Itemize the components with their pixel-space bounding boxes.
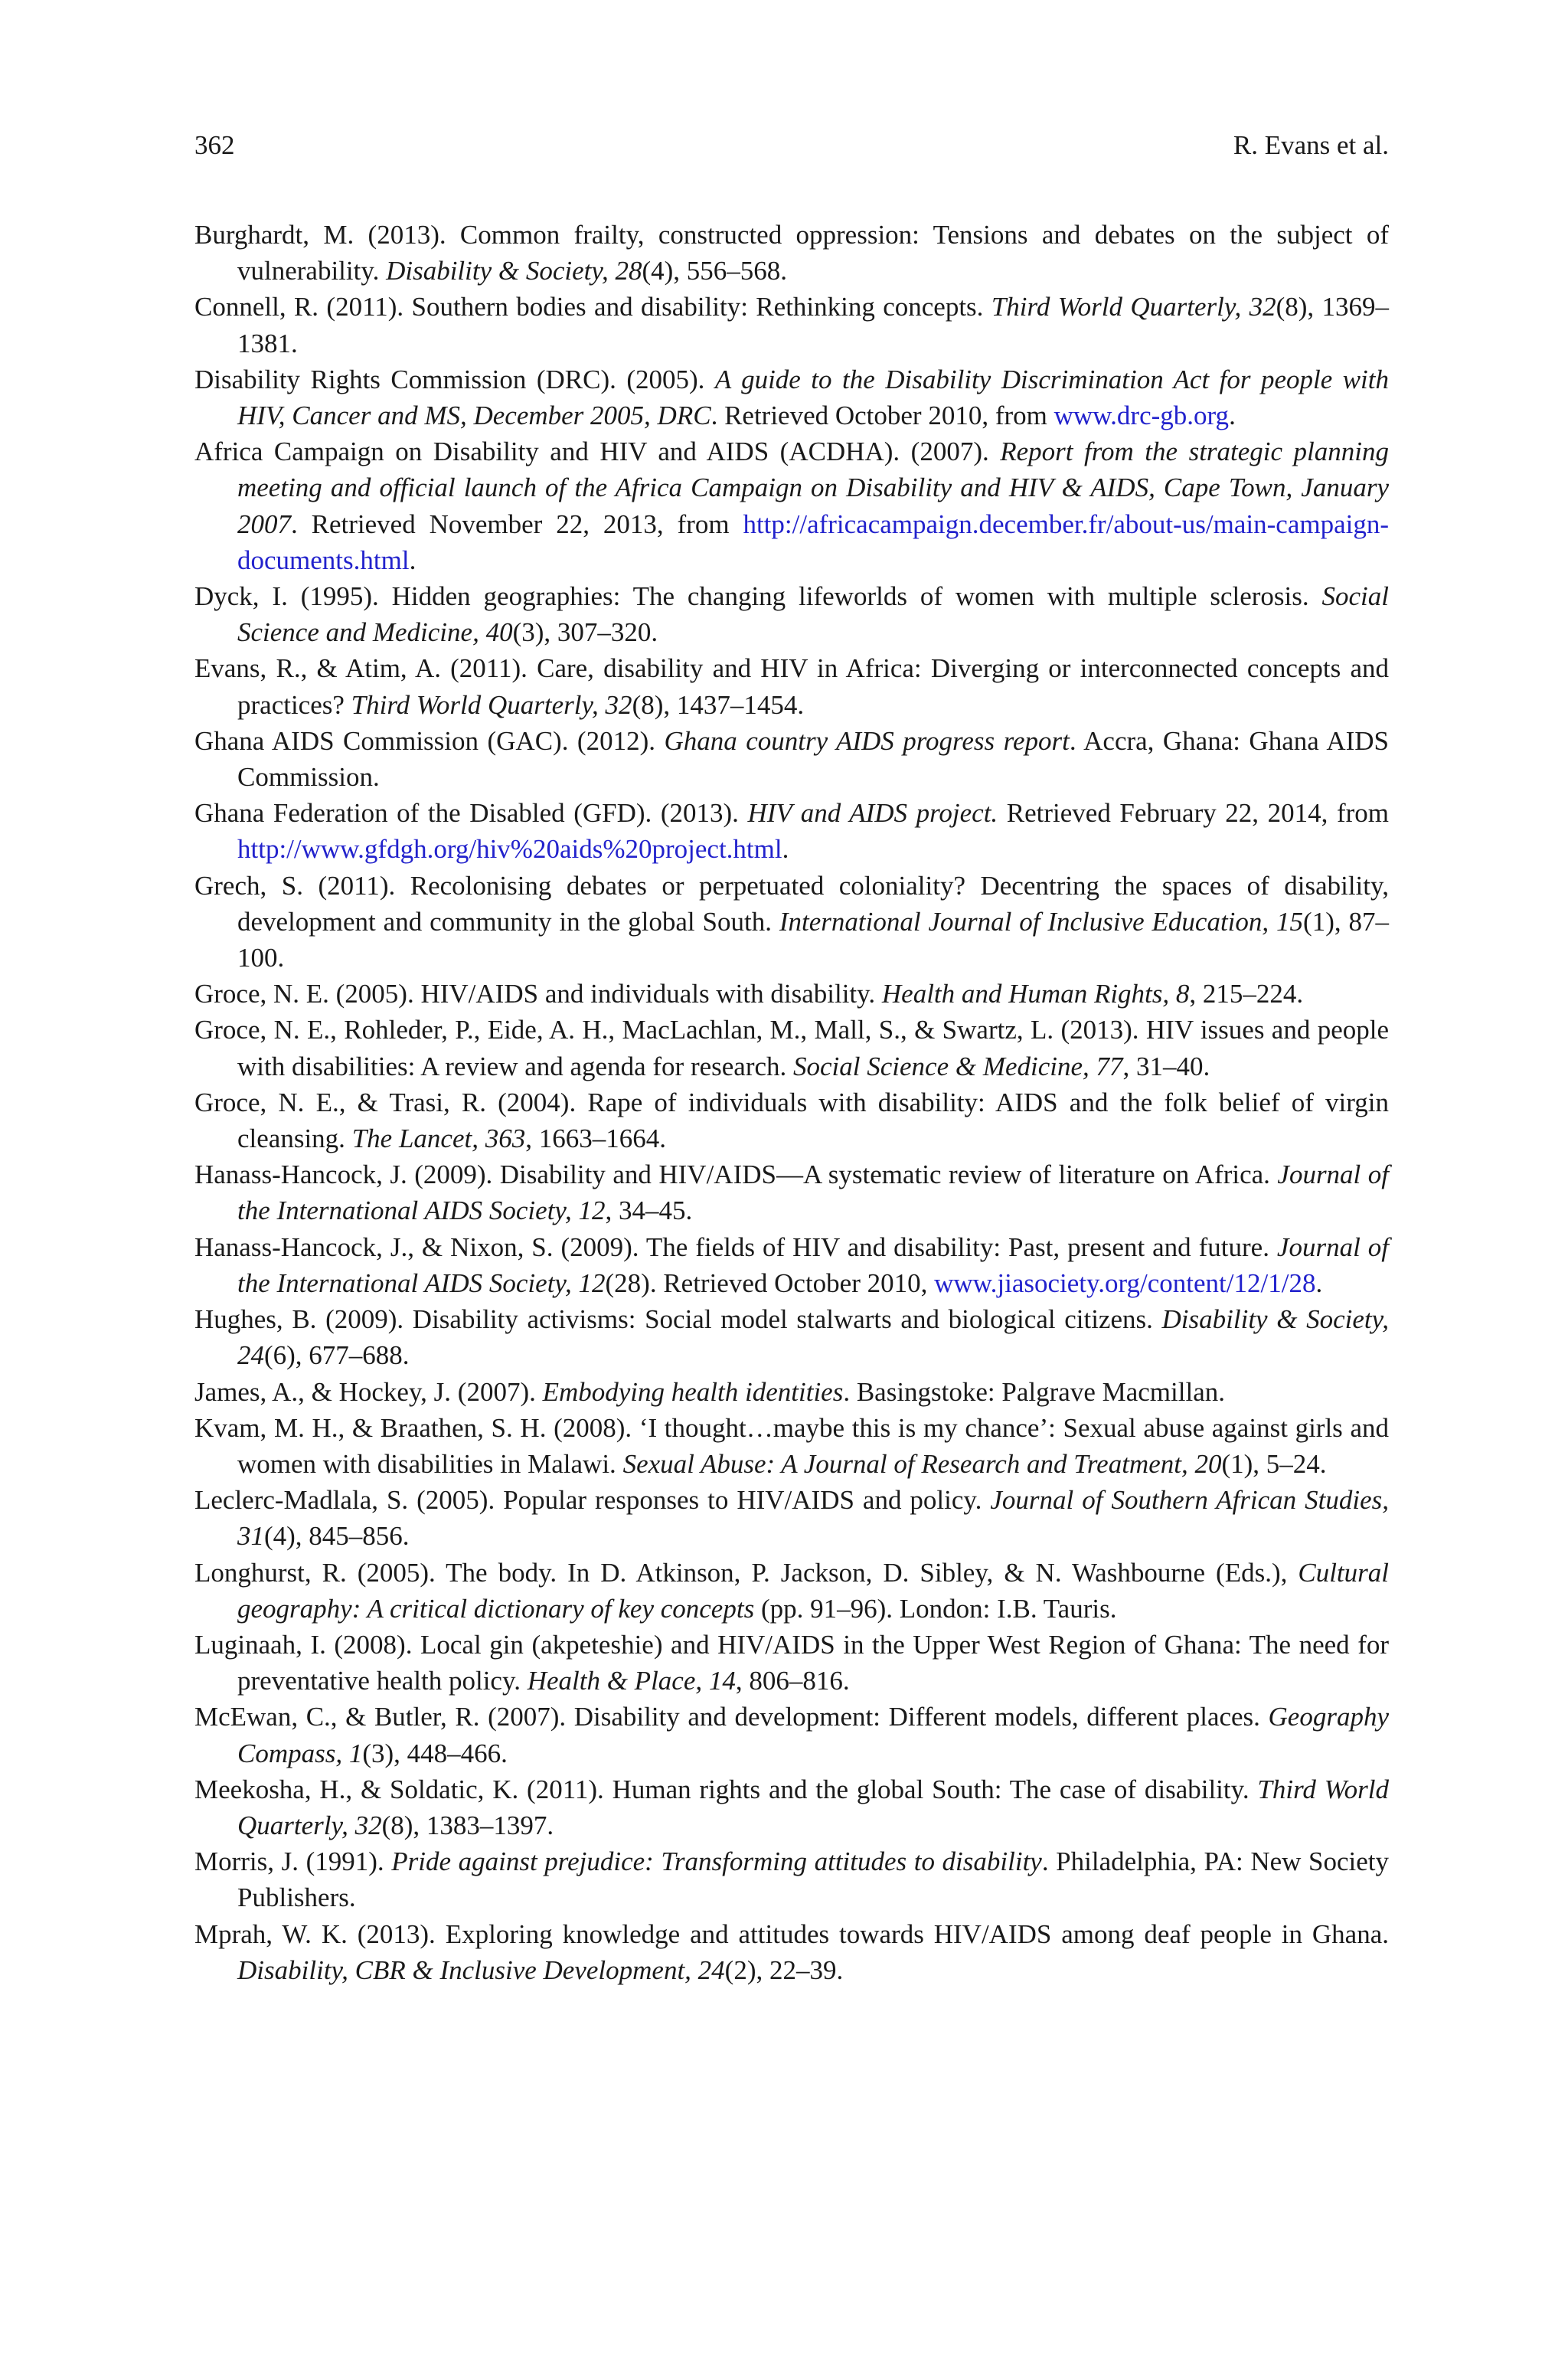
reference-text: , 806–816. (735, 1666, 850, 1696)
reference-text: Evans, R., & Atim, A. (2011). Care, disability and HIV in Africa: Diverging or interconnected concepts and practices? (194, 653, 1389, 720)
reference-entry (194, 1229, 1389, 1301)
reference-text: Hughes, B. (2009). Disability activisms: Social model stalwarts and biological citizens. (194, 1304, 1162, 1335)
reference-entry (194, 1374, 1389, 1410)
reference-entry (194, 1410, 1389, 1482)
reference-text: (28). Retrieved October 2010, (605, 1268, 935, 1298)
reference-text: (1), 5–24. (1221, 1448, 1327, 1479)
reference-source-title: Journal of the International AIDS Society, 12 (237, 1232, 1389, 1298)
reference-text: (pp. 91–96). London: I.B. Tauris. (754, 1593, 1117, 1624)
reference-source-title: Disability & Society, 28 (386, 256, 642, 286)
reference-source-title: Social Science & Medicine, 77 (793, 1051, 1123, 1081)
reference-text: McEwan, C., & Butler, R. (2007). Disability and development: Different models, different places. (194, 1702, 1269, 1732)
reference-source-title: The Lancet, 363 (351, 1124, 526, 1154)
reference-source-title: Health and Human Rights, 8 (881, 979, 1190, 1009)
reference-text: . (1315, 1268, 1323, 1298)
reference-source-title: Report from the strategic planning meeting and official launch of the Africa Campaign on Disability and HIV & AIDS, Cape Town, January 2007 (237, 437, 1389, 539)
reference-text: (6), 677–688. (264, 1340, 410, 1371)
reference-text: . Accra, Ghana: Ghana AIDS Commission. (237, 725, 1389, 793)
reference-text: , 1663–1664. (525, 1124, 666, 1154)
reference-text: Ghana Federation of the Disabled (GFD). (2013). (194, 798, 748, 829)
reference-entry (194, 217, 1389, 289)
reference-source-title: Disability, CBR & Inclusive Development, 24 (237, 1954, 725, 1985)
reference-text: Grech, S. (2011). Recolonising debates or perpetuated coloniality? Decentring the spaces of disability, development and community in the global South. (194, 870, 1389, 937)
reference-text: Groce, N. E., Rohleder, P., Eide, A. H., MacLachlan, M., Mall, S., & Swartz, L. (2013). HIV issues and people with disabilities: A review and agenda for research. (194, 1015, 1389, 1081)
reference-text: Leclerc-Madlala, S. (2005). Popular responses to HIV/AIDS and policy. (194, 1485, 991, 1516)
reference-text: (8), 1383–1397. (381, 1810, 554, 1840)
reference-text: (3), 307–320. (512, 617, 658, 648)
reference-entry (194, 1012, 1389, 1084)
reference-source-title: Embodying health identities (542, 1376, 844, 1407)
reference-text: (8), 1369–1381. (237, 292, 1390, 358)
reference-link[interactable]: www.drc-gb.org (1054, 401, 1230, 431)
page-header (194, 127, 1389, 164)
reference-entry (194, 795, 1389, 867)
reference-source-title: HIV and AIDS project. (747, 798, 998, 829)
reference-source-title: Pride against prejudice: Transforming attitudes to disability (391, 1846, 1042, 1877)
reference-text: Disability Rights Commission (DRC). (2005). (194, 364, 715, 394)
reference-source-title: Third World Quarterly, 32 (991, 292, 1276, 322)
reference-entry (194, 289, 1389, 361)
reference-text: (4), 556–568. (642, 256, 788, 286)
reference-source-title: Health & Place, 14 (527, 1666, 736, 1696)
reference-entry (194, 433, 1389, 578)
reference-entry (194, 1555, 1389, 1627)
reference-source-title: Third World Quarterly, 32 (351, 689, 632, 720)
reference-text: (2), 22–39. (724, 1954, 844, 1985)
reference-entry (194, 723, 1389, 795)
reference-text: . (1229, 401, 1236, 431)
reference-text: (1), 87–100. (237, 906, 1389, 973)
reference-text: Groce, N. E., & Trasi, R. (2004). Rape of individuals with disability: AIDS and the folk belief of virgin cleansing. (194, 1087, 1389, 1154)
reference-text: . Retrieved November 22, 2013, from (291, 509, 743, 539)
reference-source-title: International Journal of Inclusive Education, 15 (779, 906, 1304, 937)
reference-text: (8), 1437–1454. (632, 689, 805, 720)
reference-text: Connell, R. (2011). Southern bodies and disability: Rethinking concepts. (194, 292, 991, 322)
reference-entry (194, 976, 1389, 1012)
reference-link[interactable]: http://africacampaign.december.fr/about-us/main-campaign-documents.html (237, 509, 1389, 575)
reference-text: Ghana AIDS Commission (GAC). (2012). (194, 725, 665, 756)
reference-text: Longhurst, R. (2005). The body. In D. Atkinson, P. Jackson, D. Sibley, & N. Washbourne (Eds.), (194, 1557, 1298, 1588)
reference-source-title: Sexual Abuse: A Journal of Research and Treatment, 20 (622, 1448, 1222, 1479)
reference-text: . Philadelphia, PA: New Society Publishers. (237, 1846, 1390, 1913)
reference-entry (194, 1156, 1389, 1228)
reference-entry (194, 1699, 1389, 1771)
reference-text: . (782, 834, 789, 865)
reference-text: Retrieved February 22, 2014, from (998, 798, 1389, 829)
reference-source-title: Geography Compass, 1 (237, 1702, 1389, 1768)
reference-text: . Retrieved October 2010, from (710, 401, 1054, 431)
reference-entry (194, 1771, 1389, 1843)
reference-source-title: Disability & Society, 24 (237, 1304, 1389, 1371)
reference-entry (194, 1301, 1389, 1373)
reference-entry (194, 361, 1389, 433)
reference-entry (194, 868, 1389, 976)
reference-link[interactable]: http://www.gfdgh.org/hiv%20aids%20project.html (237, 834, 782, 865)
reference-text: (4), 845–856. (264, 1521, 410, 1552)
reference-source-title: Journal of Southern African Studies, 31 (237, 1485, 1390, 1552)
reference-entry (194, 1916, 1389, 1988)
reference-source-title: Cultural geography: A critical dictionary of key concepts (237, 1557, 1389, 1624)
reference-text: Burghardt, M. (2013). Common frailty, constructed oppression: Tensions and debates on the subject of vulnerability. (194, 220, 1389, 286)
running-head: R. Evans et al. (1233, 130, 1389, 160)
reference-source-title: Ghana country AIDS progress report (664, 725, 1070, 756)
reference-entry (194, 1084, 1389, 1156)
reference-list (194, 217, 1389, 1988)
reference-text: Africa Campaign on Disability and HIV and AIDS (ACDHA). (2007). (194, 437, 1001, 467)
reference-source-title: Social Science and Medicine, 40 (237, 581, 1389, 648)
reference-source-title: Journal of the International AIDS Society, 12 (237, 1160, 1390, 1226)
reference-text: Morris, J. (1991). (194, 1846, 392, 1877)
reference-text: Hanass-Hancock, J., & Nixon, S. (2009). The fields of HIV and disability: Past, present and future. (194, 1232, 1277, 1262)
reference-entry (194, 650, 1389, 722)
reference-entry (194, 578, 1389, 650)
reference-text: Dyck, I. (1995). Hidden geographies: The changing lifeworlds of women with multiple sclerosis. (194, 581, 1322, 612)
reference-text: Hanass-Hancock, J. (2009). Disability and HIV/AIDS—A systematic review of literature on Africa. (194, 1160, 1278, 1190)
reference-text: . (409, 545, 416, 575)
reference-entry (194, 1843, 1389, 1915)
reference-text: , 31–40. (1122, 1051, 1210, 1081)
reference-text: , 34–45. (605, 1196, 693, 1226)
reference-text: (3), 448–466. (362, 1738, 508, 1768)
reference-entry (194, 1627, 1389, 1699)
reference-text: Mprah, W. K. (2013). Exploring knowledge and attitudes towards HIV/AIDS among deaf people in Ghana. (194, 1918, 1389, 1949)
reference-source-title: A guide to the Disability Discrimination Act for people with HIV, Cancer and MS, December 2005, DRC (237, 364, 1389, 431)
reference-entry (194, 1482, 1389, 1554)
reference-source-title: Third World Quarterly, 32 (237, 1774, 1389, 1840)
reference-text: Luginaah, I. (2008). Local gin (akpeteshie) and HIV/AIDS in the Upper West Region of Ghana: The need for preventative health policy. (194, 1629, 1389, 1696)
reference-text: , 215–224. (1189, 979, 1304, 1009)
page-number: 362 (194, 130, 235, 160)
reference-text: Kvam, M. H., & Braathen, S. H. (2008). ‘I thought…maybe this is my chance’: Sexual abuse against girls and women with disabilities in Malawi. (194, 1412, 1389, 1479)
reference-text: . Basingstoke: Palgrave Macmillan. (843, 1376, 1225, 1407)
reference-text: Meekosha, H., & Soldatic, K. (2011). Human rights and the global South: The case of disability. (194, 1774, 1258, 1804)
reference-text: James, A., & Hockey, J. (2007). (194, 1376, 543, 1407)
reference-text: Groce, N. E. (2005). HIV/AIDS and individuals with disability. (194, 979, 882, 1009)
reference-link[interactable]: www.jiasociety.org/content/12/1/28 (934, 1268, 1316, 1298)
